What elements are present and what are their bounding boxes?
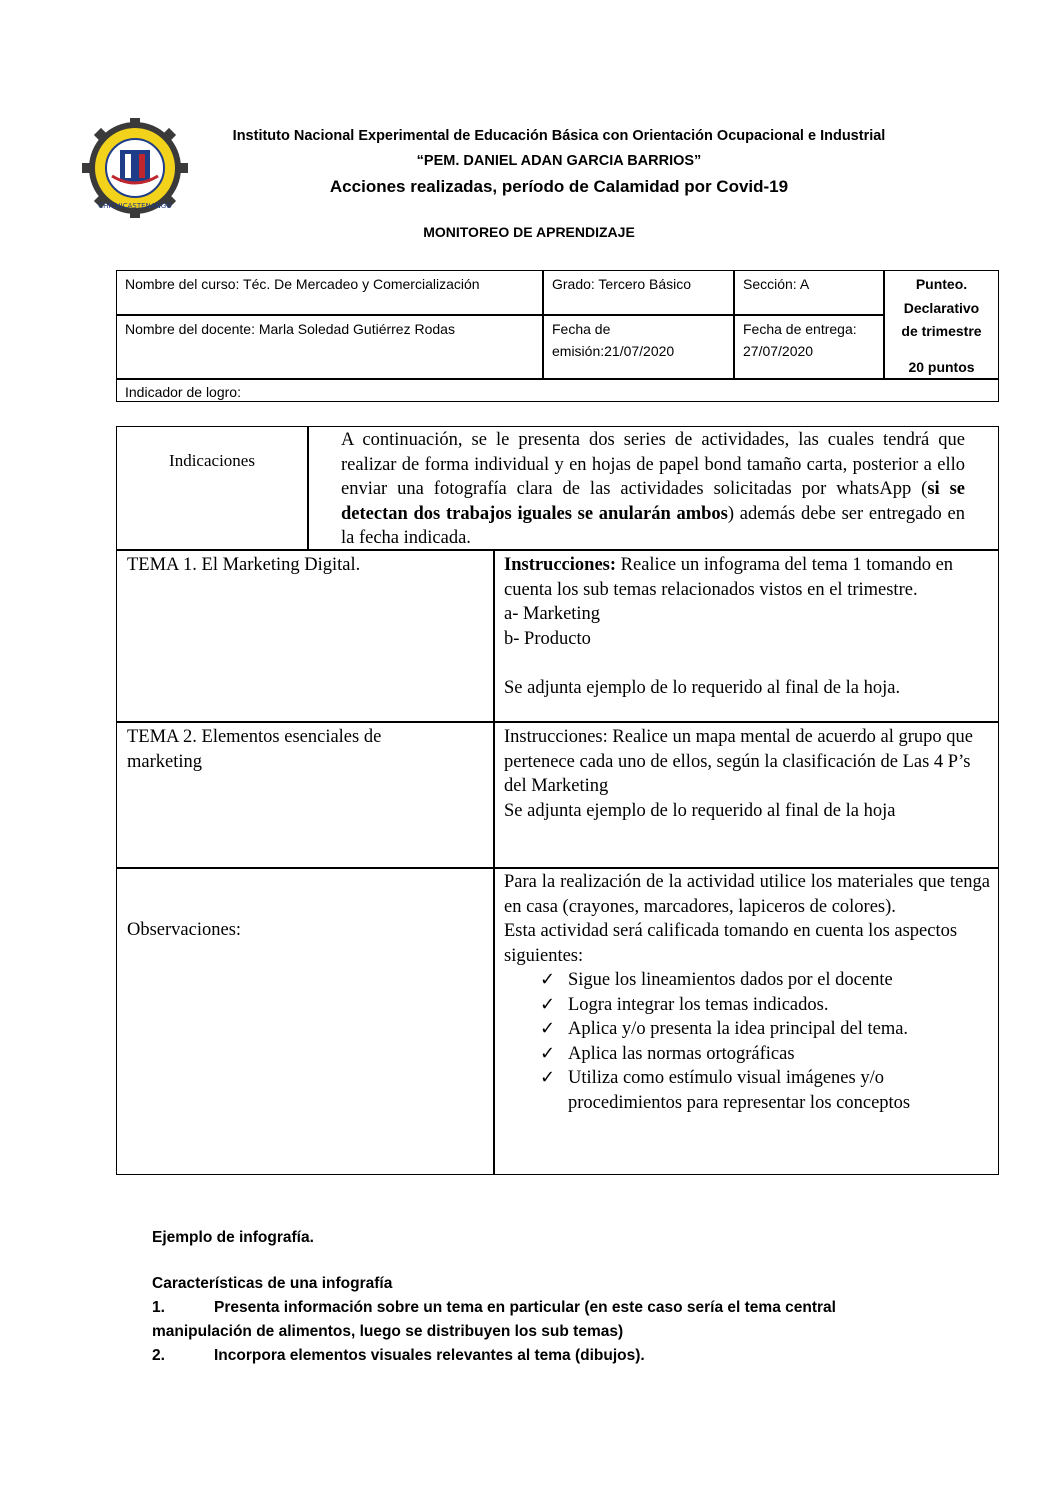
check-icon: ✓ [540, 1042, 556, 1064]
tema1-item-a: a- Marketing [504, 604, 601, 624]
characteristic-2 [152, 1344, 645, 1368]
score-trimester: de trimestre [901, 323, 982, 339]
item1-continuation: manipulación de alimentos, luego se distribuyen los sub temas) [152, 1323, 624, 1340]
tema2-instr-text: Instrucciones: Realice un mapa mental de acuerdo al grupo que pertenece cada uno de ellos, según la clasificación de Las 4 P’s del Marketing [504, 727, 973, 796]
document-subtitle: Acciones realizadas, período de Calamidad por Covid-19 [329, 177, 789, 196]
indicaciones-warning: si se detectan dos trabajos iguales se anularán ambos [341, 479, 965, 524]
delivery-date [735, 316, 883, 364]
criteria-item: ✓ Aplica las normas ortográficas [504, 1042, 990, 1067]
tema1-instr-text: Realice un infograma del tema 1 tomando en cuenta los sub temas relacionados vistos en el trimestre. [504, 555, 954, 600]
criteria-item: ✓ Aplica y/o presenta la idea principal del tema. [504, 1017, 990, 1042]
item1-number: 1. [152, 1299, 165, 1316]
score-declarative: Declarativo [903, 299, 980, 316]
criteria-item: ✓ Sigue los lineamientos dados por el docente [504, 968, 990, 993]
item1-text: Presenta información sobre un tema en particular (en este caso sería el tema central [214, 1299, 836, 1316]
tema2-label: TEMA 2. Elementos esenciales de marketing [127, 727, 382, 772]
achievement-indicator: Indicador de logro: [125, 384, 241, 400]
activities-table [116, 426, 999, 1175]
section: Sección: A [743, 276, 810, 292]
tema1-item-b: b- Producto [504, 628, 591, 649]
section-title: MONITOREO DE APRENDIZAJE [423, 224, 635, 240]
observaciones-text2: Esta actividad será calificada tomando en cuenta los aspectos siguientes: [504, 921, 958, 966]
tema1-note: Se adjunta ejemplo de lo requerido al final de la hoja. [504, 677, 901, 698]
characteristic-1 [152, 1296, 952, 1344]
emission-value: emisión:21/07/2020 [552, 343, 675, 359]
item2-number: 2. [152, 1347, 165, 1364]
delivery-label: Fecha de entrega: [743, 321, 857, 337]
indicaciones-text [341, 428, 965, 551]
course-info-table [116, 270, 999, 402]
tema1-instructions [504, 553, 992, 700]
item2-text: Incorpora elementos visuales relevantes al tema (dibujos). [214, 1347, 645, 1364]
observaciones-content [504, 870, 990, 1115]
check-icon: ✓ [540, 1067, 556, 1088]
school-name: “PEM. DANIEL ADAN GARCIA BARRIOS” [416, 153, 702, 169]
course-name: Nombre del curso: Téc. De Mercadeo y Comercialización [125, 276, 480, 292]
observaciones-label: Observaciones: [127, 920, 242, 940]
indicaciones-text-part2: ) además debe ser entregado en la fecha indicada. [341, 503, 965, 548]
score-points: 20 puntos [908, 358, 975, 375]
tema2-instructions [504, 725, 992, 823]
observaciones-text: Para la realización de la actividad utilice los materiales que tenga en casa (crayones, marcadores, lapiceros de colores). [504, 872, 990, 917]
criteria-item: ✓ Utiliza como estímulo visual imágenes y/o procedimientos para representar los conceptos [540, 1067, 911, 1113]
logo-caption: CHICHICASTENANGO [98, 202, 172, 210]
school-logo [82, 118, 188, 218]
institution-name: Instituto Nacional Experimental de Educación Básica con Orientación Ocupacional e Industrial [232, 128, 886, 144]
emission-label: Fecha de [552, 321, 611, 337]
indicaciones-text-part1: A continuación, se le presenta dos series de actividades, las cuales tendrá que realizar de forma individual y en hojas de papel bond tamaño carta, posterior a ello enviar una fotografía clara de las actividades solicitadas por whatsApp ( [341, 430, 965, 499]
tema1-label: TEMA 1. El Marketing Digital. [127, 555, 361, 575]
emission-date [544, 316, 733, 364]
score-label: Punteo. [915, 276, 968, 292]
tema1-instr-label: Instrucciones: [504, 555, 617, 575]
check-icon: ✓ [540, 1018, 556, 1039]
score-box [885, 271, 998, 381]
criteria-list [504, 968, 990, 1115]
delivery-value: 27/07/2020 [743, 343, 814, 359]
criteria-item: ✓ Logra integrar los temas indicados. [504, 993, 990, 1018]
check-icon: ✓ [540, 993, 556, 1015]
example-title: Ejemplo de infografía. [152, 1229, 314, 1246]
grade: Grado: Tercero Básico [552, 276, 692, 292]
tema2-note: Se adjunta ejemplo de lo requerido al final de la hoja [504, 800, 896, 821]
check-icon: ✓ [540, 969, 556, 990]
teacher-name: Nombre del docente: Marla Soledad Gutiérrez Rodas [125, 321, 455, 337]
characteristics-title: Características de una infografía [152, 1275, 393, 1292]
indicaciones-label: Indicaciones [169, 451, 255, 470]
